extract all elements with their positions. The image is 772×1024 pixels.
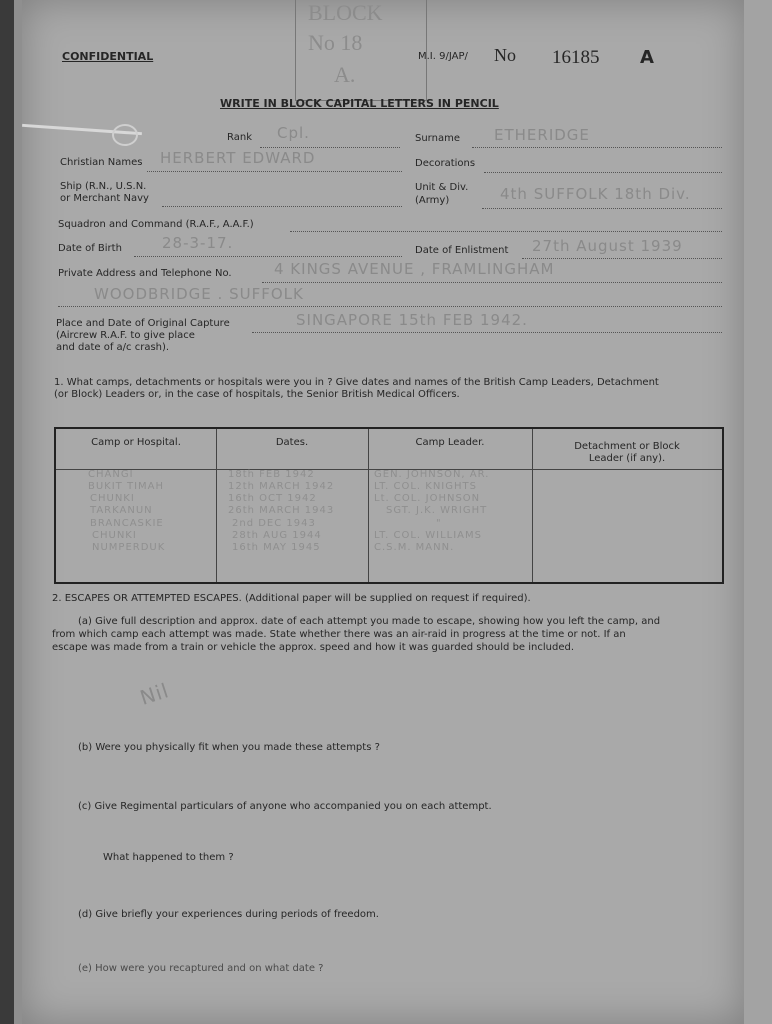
unit-line	[482, 208, 722, 209]
enlistment-label: Date of Enlistment	[415, 245, 509, 256]
unit-value: 4th SUFFOLK 18th Div.	[500, 185, 691, 203]
block-stamp	[295, 0, 427, 101]
dob-label: Date of Birth	[58, 243, 122, 254]
header-detachment-2: Leader (if any).	[588, 453, 666, 464]
rank-value: Cpl.	[277, 124, 310, 142]
question-1-line-2: (or Block) Leaders or, in the case of hospitals, the Senior British Medical Officers.	[54, 389, 460, 400]
address-line-1	[262, 282, 722, 283]
header-dates: Dates.	[275, 437, 309, 448]
stamp-line-1: BLOCK	[308, 0, 383, 25]
unit-label-1: Unit & Div.	[415, 182, 469, 193]
stamp-line-2: No 18	[308, 30, 363, 55]
leader-entry: LT. COL. WILLIAMS	[374, 530, 483, 541]
table-divider	[368, 429, 369, 582]
leader-entry: SGT. J.K. WRIGHT	[386, 505, 488, 516]
dob-value: 28-3-17.	[162, 234, 234, 252]
capture-line	[252, 332, 722, 333]
camp-entry: CHANGI	[88, 469, 134, 480]
camp-entry: TARKANUN	[90, 505, 153, 516]
capture-label-1: Place and Date of Original Capture	[56, 318, 230, 329]
christian-names-line	[147, 171, 402, 172]
enlistment-value: 27th August 1939	[532, 237, 683, 255]
camp-entry: NUMPERDUK	[92, 542, 166, 553]
capture-label-3: and date of a/c crash).	[56, 342, 170, 353]
question-2b: (b) Were you physically fit when you made these attempts ?	[78, 742, 380, 753]
date-entry: 2nd DEC 1943	[232, 518, 316, 529]
form-suffix: A	[640, 47, 654, 68]
pencil-instruction: WRITE IN BLOCK CAPITAL LETTERS IN PENCIL	[220, 97, 499, 110]
address-label: Private Address and Telephone No.	[58, 268, 232, 279]
date-entry: 18th FEB 1942	[228, 469, 315, 480]
dob-line	[134, 256, 402, 257]
date-entry: 16th OCT 1942	[228, 493, 317, 504]
form-number: 16185	[552, 47, 600, 68]
date-entry: 16th MAY 1945	[232, 542, 321, 553]
confidential-label: CONFIDENTIAL	[62, 50, 154, 63]
date-entry: 12th MARCH 1942	[228, 481, 335, 492]
rank-line	[260, 147, 400, 148]
camp-entry: BUKIT TIMAH	[88, 481, 165, 492]
table-divider	[216, 429, 217, 582]
surname-line	[472, 147, 722, 148]
question-2e: (e) How were you recaptured and on what date ?	[78, 963, 324, 974]
question-2c: (c) Give Regimental particulars of anyone who accompanied you on each attempt.	[78, 801, 492, 812]
squadron-label: Squadron and Command (R.A.F., A.A.F.)	[58, 219, 254, 230]
leader-entry: GEN. JOHNSON, AR.	[374, 469, 490, 480]
binder-edge	[0, 0, 14, 1024]
enlistment-line	[522, 258, 722, 259]
ship-label-2: or Merchant Navy	[60, 193, 149, 204]
leader-entry: LT. COL. KNIGHTS	[374, 481, 477, 492]
address-line-2	[58, 306, 722, 307]
date-entry: 26th MARCH 1943	[228, 505, 335, 516]
ship-label-1: Ship (R.N., U.S.N.	[60, 181, 147, 192]
question-2a-line-1: (a) Give full description and approx. date of each attempt you made to escape, showing how you left the camp, and	[78, 616, 661, 627]
stamp-line-3: A.	[334, 62, 356, 87]
rank-label: Rank	[227, 132, 252, 143]
question-2a-line-2: from which camp each attempt was made. State whether there was an air-raid in progress at the time or not. If an	[52, 629, 626, 640]
decorations-label: Decorations	[415, 158, 476, 169]
form-reference: M.I. 9/JAP/	[418, 51, 468, 62]
christian-names-value: HERBERT EDWARD	[160, 149, 316, 167]
unit-label-2: (Army)	[415, 195, 450, 206]
leader-entry: "	[436, 518, 442, 529]
header-camp-leader: Camp Leader.	[415, 437, 485, 448]
header-detachment: Detachment or Block	[574, 441, 680, 452]
address-value-2: WOODBRIDGE . SUFFOLK	[94, 285, 304, 303]
question-2a-answer: Nil	[137, 678, 173, 710]
address-value-1: 4 KINGS AVENUE , FRAMLINGHAM	[274, 260, 555, 278]
question-2d: (d) Give briefly your experiences during periods of freedom.	[78, 909, 379, 920]
camp-entry: BRANCASKIE	[90, 518, 164, 529]
capture-label-2: (Aircrew R.A.F. to give place	[56, 330, 195, 341]
header-camp: Camp or Hospital.	[91, 437, 181, 448]
surname-value: ETHERIDGE	[494, 126, 590, 144]
capture-value: SINGAPORE 15th FEB 1942.	[296, 311, 528, 329]
date-entry: 28th AUG 1944	[232, 530, 322, 541]
leader-entry: Lt. COL. JOHNSON	[374, 493, 481, 504]
question-2c-follow-up: What happened to them ?	[103, 852, 234, 863]
camp-entry: CHUNKI	[92, 530, 137, 541]
number-label: No	[494, 45, 516, 65]
surname-label: Surname	[415, 133, 460, 144]
camps-table	[54, 427, 724, 584]
camp-entry: CHUNKI	[90, 493, 135, 504]
question-2a-line-3: escape was made from a train or vehicle the approx. speed and how it was guarded should be included.	[52, 642, 575, 653]
decorations-line	[484, 172, 722, 173]
binding-knot	[112, 124, 138, 146]
ship-line	[162, 206, 402, 207]
question-1-line-1: 1. What camps, detachments or hospitals were you in ? Give dates and names of the British Camp Leaders, Detachment	[54, 377, 659, 388]
leader-entry: C.S.M. MANN.	[374, 542, 455, 553]
question-2-heading: 2. ESCAPES OR ATTEMPTED ESCAPES. (Additional paper will be supplied on request if required).	[52, 593, 531, 604]
christian-names-label: Christian Names	[60, 157, 143, 168]
underlying-page-edge	[740, 0, 772, 1024]
squadron-line	[290, 231, 722, 232]
